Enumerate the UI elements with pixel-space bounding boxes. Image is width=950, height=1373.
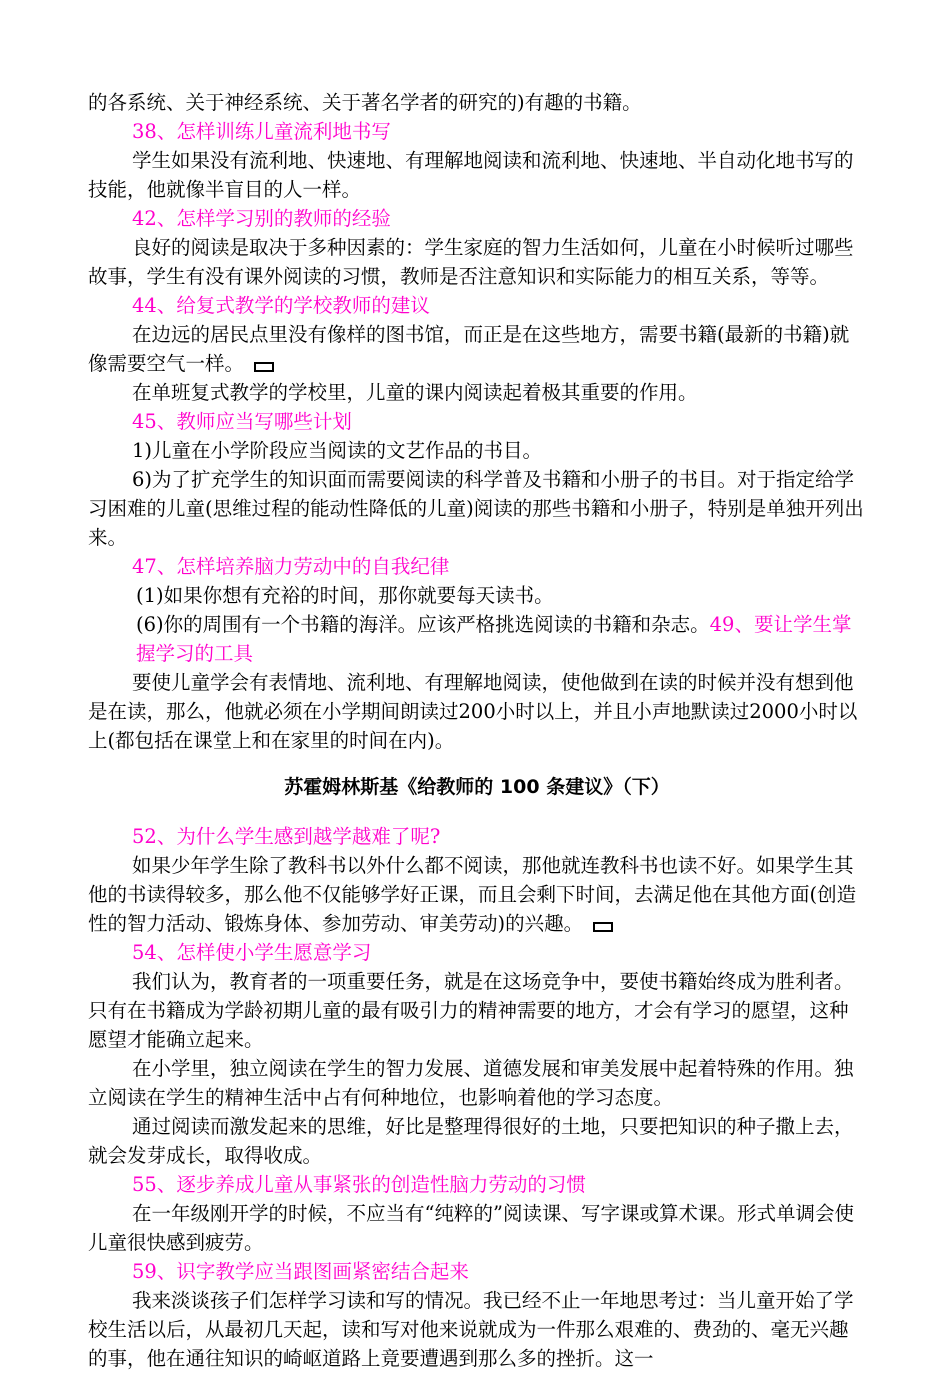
- bracket-mark-icon: [254, 360, 272, 372]
- paragraph-38: 学生如果没有流利地、快速地、有理解地阅读和流利地、快速地、半自动化地书写的技能，他就像半盲目的人一样。: [88, 149, 854, 201]
- paragraph-54a: 我们认为，教育者的一项重要任务，就是在这场竞争中，要使书籍始终成为胜利者。只有在书籍成为学龄初期儿童的最有吸引力的精神需要的地方，才会有学习的愿望，这种愿望才能确立起来。: [88, 970, 854, 1051]
- paragraph-52-text: 如果少年学生除了教科书以外什么都不阅读，那他就连教科书也读不好。如果学生其他的书读得较多，那么他不仅能够学好正课，而且会剩下时间，去满足他在其他方面(创造性的智力活动、锻炼身体、参加劳动、审美劳动)的兴趣。: [88, 854, 857, 935]
- paragraph-45a: 1)儿童在小学阶段应当阅读的文艺作品的书目。: [132, 439, 543, 462]
- paragraph-44a: [88, 320, 866, 378]
- heading-44: 44、给复式教学的学校教师的建议: [132, 294, 430, 317]
- paragraph-44b: 在单班复式教学的学校里，儿童的课内阅读起着极其重要的作用。: [132, 381, 698, 404]
- paragraph-54b: 在小学里，独立阅读在学生的智力发展、道德发展和审美发展中起着特殊的作用。独立阅读在学生的精神生活中占有何种地位，也影响着他的学习态度。: [88, 1057, 854, 1109]
- paragraph-55: 在一年级刚开学的时候，不应当有“纯粹的”阅读课、写字课或算术课。形式单调会使儿童很快感到疲劳。: [88, 1202, 854, 1254]
- paragraph-42: 良好的阅读是取决于多种因素的：学生家庭的智力生活如何，儿童在小时候听过哪些故事，学生有没有课外阅读的习惯，教师是否注意知识和实际能力的相互关系，等等。: [88, 236, 854, 288]
- heading-59: 59、识字教学应当跟图画紧密结合起来: [132, 1260, 469, 1283]
- heading-55: 55、逐步养成儿童从事紧张的创造性脑力劳动的习惯: [132, 1173, 586, 1196]
- paragraph-45b: 6)为了扩充学生的知识面而需要阅读的科学普及书籍和小册子的书目。对于指定给学习困难的儿童(思维过程的能动性降低的儿童)阅读的那些书籍和小册子，特别是单独开列出来。: [88, 468, 864, 549]
- bracket-mark-icon: [593, 920, 611, 932]
- paragraph-44a-text: 在边远的居民点里没有像样的图书馆，而正是在这些地方，需要书籍(最新的书籍)就像需要空气一样。: [88, 323, 850, 375]
- heading-38: 38、怎样训练儿童流利地书写: [132, 120, 391, 143]
- heading-47: 47、怎样培养脑力劳动中的自我纪律: [132, 555, 450, 578]
- paragraph-49: 要使儿童学会有表情地、流利地、有理解地阅读，使他做到在读的时候并没有想到他是在读，那么，他就必须在小学期间朗读过200小时以上，并且小声地默读过2000小时以上(都包括在课堂上和在家里的时间在内)。: [88, 671, 858, 752]
- heading-42: 42、怎样学习别的教师的经验: [132, 207, 391, 230]
- paragraph-54c: 通过阅读而激发起来的思维，好比是整理得很好的土地，只要把知识的种子撒上去，就会发芽成长，取得收成。: [88, 1115, 854, 1167]
- paragraph-47a: (1)如果你想有充裕的时间，那你就要每天读书。: [136, 584, 554, 607]
- heading-49: 49、要让学生掌握学习的工具: [136, 613, 852, 665]
- heading-45: 45、教师应当写哪些计划: [132, 410, 352, 433]
- paragraph-52: [88, 851, 866, 938]
- heading-52: 52、为什么学生感到越学越难了呢?: [132, 825, 441, 848]
- heading-54: 54、怎样使小学生愿意学习: [132, 941, 372, 964]
- paragraph-47b-text: (6)你的周围有一个书籍的海洋。应该严格挑选阅读的书籍和杂志。: [136, 613, 710, 636]
- paragraph-47b: [88, 610, 866, 668]
- paragraph-intro: 的各系统、关于神经系统、关于著名学者的研究的)有趣的书籍。: [88, 91, 642, 114]
- paragraph-59: 我来淡谈孩子们怎样学习读和写的情况。我已经不止一年地思考过：当儿童开始了学校生活以后，从最初几天起，读和写对他来说就成为一件那么艰难的、费劲的、毫无兴趣的事，他在通往知识的崎岖道路上竟要遭遇到那么多的挫折。这一: [88, 1289, 854, 1370]
- section-title: 苏霍姆林斯基《给教师的 100 条建议》（下）: [284, 776, 670, 798]
